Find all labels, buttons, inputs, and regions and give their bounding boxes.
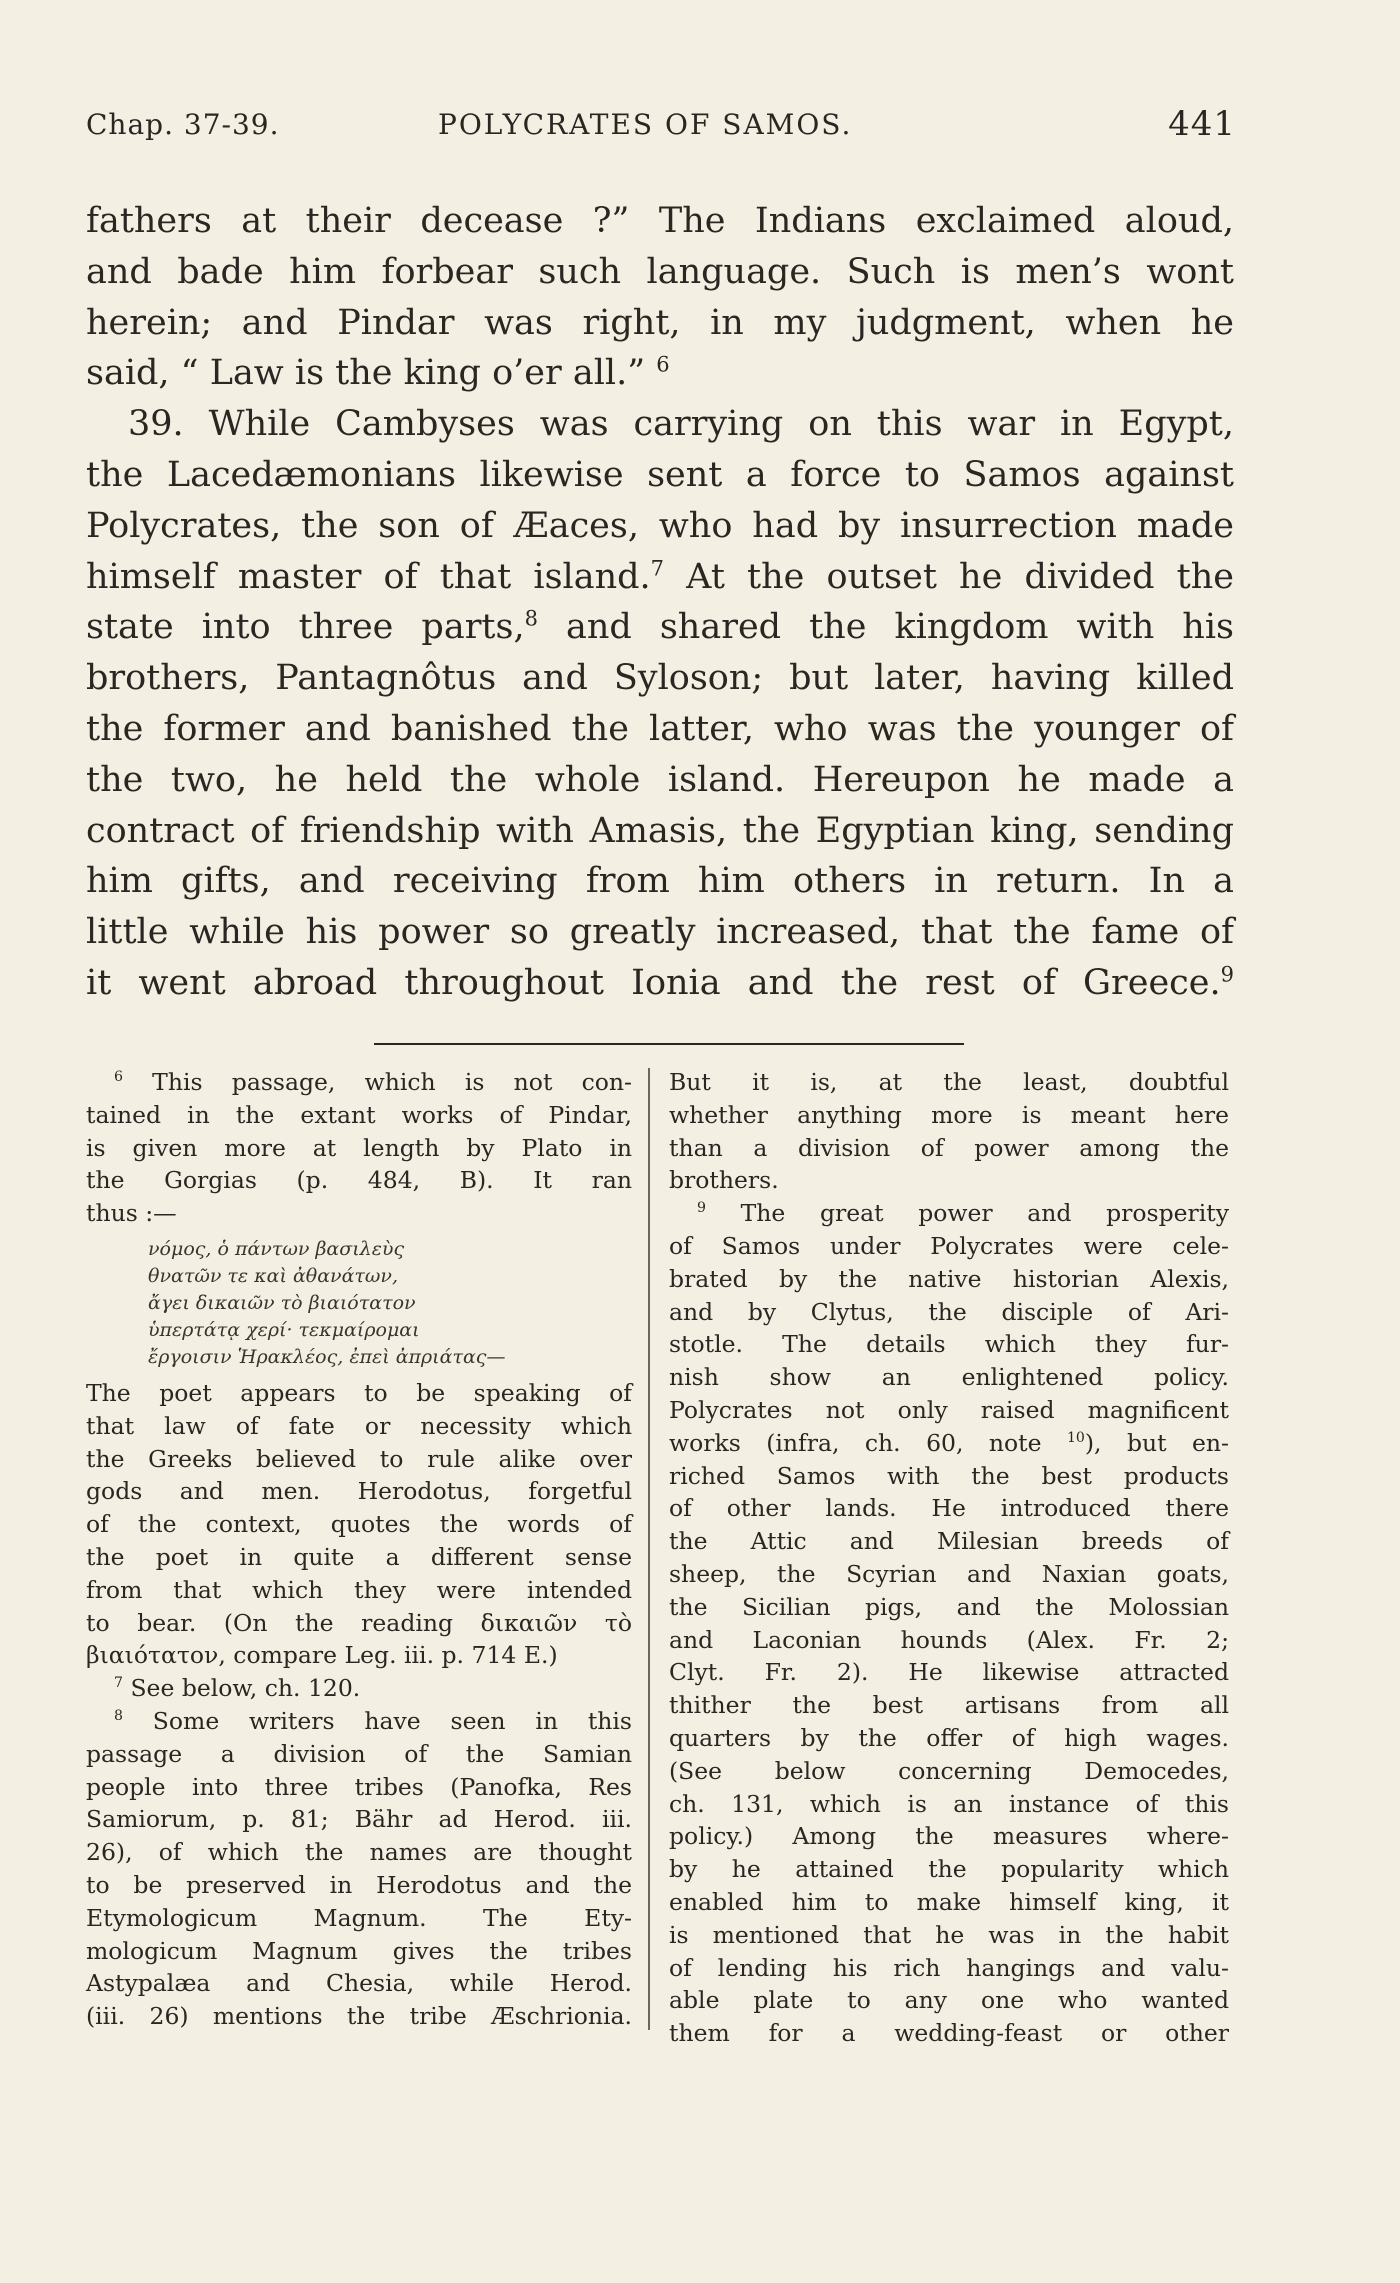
greek-verse-line: ἔργοισιν Ἡρακλέος, ἐπεὶ ἀπριάτας— [148,1345,506,1368]
footnote-line: the Gorgias (p. 484, B). It ran [86,1166,632,1195]
footnote-line: the poet in quite a different sense [86,1542,632,1571]
footnote-number: 8 [114,1708,123,1725]
main-text [86,196,1234,1009]
text-line: himself master of that island.$^7$ At the outset he divided the [86,555,1234,597]
footnote-marker: 8 [524,606,538,631]
footnote-7: $^7$ See below, ch. 120. [114,1674,361,1703]
footnote-line: and Laconian hounds (Alex. Fr. 2; [669,1625,1229,1654]
footnote-line: and by Clytus, the disciple of Ari- [669,1297,1229,1326]
footnote-marker: 6 [656,352,670,377]
footnote-reference: 10 [1066,1429,1085,1446]
footnote-line: to be preserved in Herodotus and the [86,1870,632,1899]
greek-verse-line: ὑπερτάτᾳ χερί· τεκμαίρομαι [148,1318,420,1341]
footnote-line: Polycrates not only raised magnificent [669,1395,1229,1424]
footnote-line: But it is, at the least, doubtful [669,1068,1229,1096]
footnote-line: Clyt. Fr. 2). He likewise attracted [669,1658,1229,1687]
footnotes-right-column [669,1066,1229,2050]
text-line: and bade him forbear such language. Such is men’s wont [86,251,1234,292]
footnote-line: sheep, the Scyrian and Naxian goats, [669,1559,1229,1588]
paragraph-start: 39. While Cambyses was carrying on this war in Egypt, [128,404,1234,445]
footnote-line: nish show an enlightened policy. [669,1363,1229,1392]
footnote-marker: 9 [1220,962,1234,987]
text-line: contract of friendship with Amasis, the Egyptian king, sending [86,810,1234,851]
footnote-line: enabled him to make himself king, it [669,1887,1229,1916]
footnote-9: $^9$ The great power and prosperity [697,1199,1229,1228]
text-line: him gifts, and receiving from him others in return. In a [86,861,1234,902]
text-line: the former and banished the latter, who was the younger of [86,708,1234,749]
footnote-number: 9 [697,1200,706,1217]
footnote-line: them for a wedding-feast or other [669,2019,1229,2048]
footnote-line: thither the best artisans from all [669,1691,1229,1720]
footnote-line: of other lands. He introduced there [669,1494,1229,1523]
footnote-line: ch. 131, which is an instance of this [669,1789,1229,1818]
text-line: little while his power so greatly increased, that the fame of [86,912,1234,953]
page-number: 441 [1168,104,1236,144]
footnote-line: works (infra, ch. 60, note $^{10}$), but en- [669,1428,1229,1457]
footnote-line: (iii. 26) mentions the tribe Æschrionia. [86,2002,632,2031]
footnote-number: 7 [114,1675,123,1692]
footnote-line: thus :— [86,1199,177,1228]
text-line: the two, he held the whole island. Hereupon he made a [86,759,1234,800]
footnote-line: stotle. The details which they fur- [669,1330,1229,1359]
footnote-line: βιαιότατον, compare Leg. iii. p. 714 E.) [86,1641,558,1670]
text-line: said, “ Law is the king o’er all.” $^6$ [86,352,670,394]
text-line: Polycrates, the son of Æaces, who had by insurrection made [86,505,1234,546]
text-line: fathers at their decease ?” The Indians exclaimed aloud, [86,201,1234,241]
greek-verse-line: ἄγει δικαιῶν τὸ βιαιότατον [148,1291,416,1314]
footnote-line: policy.) Among the measures where- [669,1822,1229,1851]
footnote-line: the Greeks believed to rule alike over [86,1444,632,1473]
footnote-marker: 7 [650,555,665,580]
running-title: POLYCRATES OF SAMOS. [438,108,853,141]
footnote-line: of lending his rich hangings and valu- [669,1953,1229,1982]
footnote-line: from that which they were intended [86,1575,632,1604]
footnote-line: Etymologicum Magnum. The Ety- [86,1903,632,1932]
column-rule [648,1068,650,2030]
footnote-line: able plate to any one who wanted [669,1986,1229,2015]
footnote-line: of the context, quotes the words of [86,1510,632,1539]
footnote-line: brated by the native historian Alexis, [669,1264,1229,1293]
footnote-line: to bear. (On the reading δικαιῶν τὸ [86,1608,632,1637]
text-line: herein; and Pindar was right, in my judgment, when he [86,302,1234,343]
text-line: brothers, Pantagnôtus and Syloson; but later, having killed [86,658,1234,699]
footnote-line: passage a division of the Samian [86,1739,632,1768]
footnote-6: $^6$ This passage, which is not con- [114,1068,632,1096]
footnote-line: people into three tribes (Panofka, Res [86,1772,632,1801]
footnote-number: 6 [114,1069,123,1086]
footnote-line: gods and men. Herodotus, forgetful [86,1477,632,1506]
text-line: it went abroad throughout Ionia and the rest of Greece.$^9$ [86,962,1234,1003]
text-line: the Lacedæmonians likewise sent a force to Samos against [86,454,1234,495]
greek-quotation [148,1236,632,1371]
footnote-8: $^8$ Some writers have seen in this [114,1706,632,1735]
footnote-line: quarters by the offer of high wages. [669,1723,1229,1752]
footnote-line: riched Samos with the best products [669,1461,1229,1490]
greek-verse-line: θνατῶν τε καὶ ἀθανάτων, [148,1264,399,1287]
footnote-line: Astypalæa and Chesia, while Herod. [86,1969,632,1998]
footnote-line: that law of fate or necessity which [86,1411,632,1440]
footnote-line: mologicum Magnum gives the tribes [86,1936,632,1965]
footnote-line: than a division of power among the [669,1133,1229,1162]
footnote-line: (See below concerning Democedes, [669,1756,1229,1785]
footnote-line: is given more at length by Plato in [86,1133,632,1162]
running-header [86,104,1236,152]
footnote-line: 26), of which the names are thought [86,1838,632,1867]
greek-verse-line: νόμος, ὁ πάντων βασιλεὺς [148,1237,405,1260]
text-line: state into three parts,$^8$ and shared the kingdom with his [86,606,1234,648]
footnote-line: by he attained the popularity which [669,1855,1229,1884]
footnotes-left-column [86,1066,632,2033]
footnote-divider [374,1043,964,1045]
chapter-reference: Chap. 37-39. [86,108,280,141]
footnote-line: of Samos under Polycrates were cele- [669,1231,1229,1260]
footnote-line: The poet appears to be speaking of [86,1378,632,1407]
footnote-line: brothers. [669,1166,779,1195]
footnote-line: whether anything more is meant here [669,1100,1229,1129]
footnote-line: the Attic and Milesian breeds of [669,1527,1229,1556]
footnote-line: Samiorum, p. 81; Bähr ad Herod. iii. [86,1805,632,1834]
footnote-line: tained in the extant works of Pindar, [86,1100,632,1129]
footnote-line: the Sicilian pigs, and the Molossian [669,1592,1229,1621]
footnote-line: is mentioned that he was in the habit [669,1920,1229,1949]
